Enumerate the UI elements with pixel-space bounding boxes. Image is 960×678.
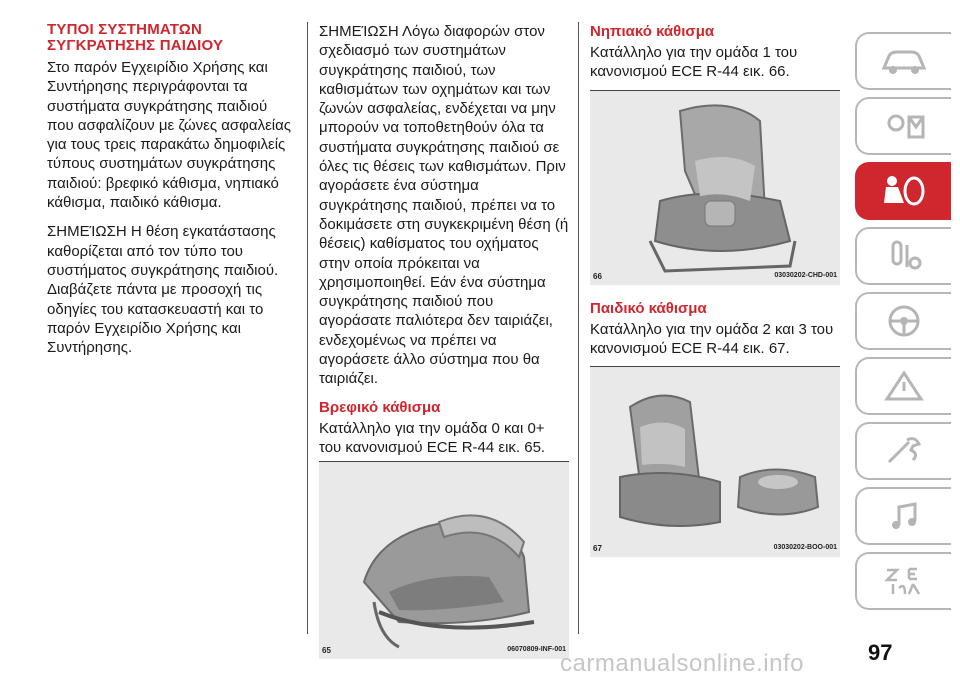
chapter-tabs — [855, 32, 955, 617]
page-number: 97 — [868, 640, 893, 665]
multimedia-icon — [879, 499, 929, 533]
maintenance-tools-icon — [879, 434, 929, 468]
infant-seat-description: Κατάλληλο για την ομάδα 0 και 0+ του κανονισμού ECE R-44 εικ. 65. — [319, 419, 546, 456]
emergency-triangle-icon — [879, 369, 929, 403]
column-toddler-child — [590, 22, 840, 557]
column-note-infant — [319, 22, 569, 659]
section-heading-types: ΤΥΠΟΙ ΣΥΣΤΗΜΑΤΩΝ ΣΥΓΚΡΑΤΗΣΗΣ ΠΑΙΔΙΟΥ — [47, 21, 224, 54]
tab-airbag-safety[interactable] — [855, 162, 951, 220]
figure-number: 65 — [322, 646, 331, 656]
car-dashboard-icon — [879, 44, 929, 78]
steering-wheel-icon — [879, 304, 929, 338]
tab-multimedia[interactable] — [855, 487, 951, 545]
infant-seat-illustration — [319, 462, 569, 659]
index-letters-icon — [879, 564, 929, 598]
intro-paragraph: Στο παρόν Εγχειρίδιο Χρήσης και Συντήρησης περιγράφονται τα συστήματα συγκράτησης παιδιού που ασφαλίζουν με ζώνες ασφαλείας για τους τρεις παρακάτω δημοφιλείς τύπους συστημάτων συγκράτησης παιδιού: βρεφικό κάθισμα, νηπιακό κάθισμα, παιδικό κάθισμα. — [47, 59, 291, 212]
note-compatibility: ΣΗΜΕΊΩΣΗ Λόγω διαφορών στον σχεδιασμό των συστημάτων συγκράτησης παιδιού, των καθισμάτων των οχημάτων και των ζωνών ασφαλείας, ενδέχεται να μην μπορούν να τοποθετηθούν όλα τα συστήματα συγκράτησης παιδιού σε όλες τις θέσεις των καθισμάτων. Πριν αγοράσετε ένα σύστημα συγκράτησης παιδιού, πρέπει να το δοκιμάσετε στη συγκεκριμένη θέση (ή θέσεις) καθίσματος του οχήματος στην οποία πρόκειται να χρησιμοποιηθεί. Εάν ένα σύστημα συγκράτησης παιδιού που αγοράσατε παλιότερα δεν ταιριάζει, ενδεχομένως να πρέπει να αγοράσετε άλλο σύστημα που θα ταιριάζει. — [319, 23, 569, 388]
figure-code: 03030202-CHD-001 — [774, 271, 837, 279]
tab-index[interactable] — [855, 552, 951, 610]
tab-warning-lights[interactable] — [855, 97, 951, 155]
heading-toddler-seat: Νηπιακό κάθισμα — [590, 23, 715, 40]
note-install-position: ΣΗΜΕΊΩΣΗ Η θέση εγκατάστασης καθορίζεται από τον τύπο του συστήματος συγκράτησης παιδιού. Διαβάζετε πάντα με προσοχή τις οδηγίες του κατασκευαστή και το παρόν Εγχειρίδιο Χρήσης και Συντήρησης. — [47, 223, 279, 357]
tab-steering-wheel[interactable] — [855, 292, 951, 350]
tab-maintenance[interactable] — [855, 422, 951, 480]
tab-car-dashboard[interactable] — [855, 32, 951, 90]
figure-66-toddler-seat — [590, 90, 840, 285]
heading-child-seat: Παιδικό κάθισμα — [590, 299, 707, 317]
watermark-text: carmanualsonline.info — [560, 650, 804, 677]
key-start-icon — [879, 239, 929, 273]
figure-67-booster-seat — [590, 366, 840, 557]
column-divider — [307, 22, 308, 634]
child-seat-description: Κατάλληλο για την ομάδα 2 και 3 του κανονισμού ECE R-44 εικ. 67. — [590, 320, 834, 357]
toddler-seat-illustration — [590, 91, 840, 285]
heading-infant-seat: Βρεφικό κάθισμα — [319, 398, 441, 416]
airbag-safety-icon — [878, 173, 930, 209]
figure-65-infant-seat — [319, 461, 569, 659]
column-divider — [578, 22, 579, 634]
tab-emergency[interactable] — [855, 357, 951, 415]
booster-seat-illustration — [590, 367, 840, 557]
figure-number: 66 — [593, 271, 602, 281]
figure-code: 03030202-BOO-001 — [773, 544, 837, 552]
column-types-intro — [47, 22, 295, 357]
figure-number: 67 — [593, 544, 602, 554]
tab-key-start[interactable] — [855, 227, 951, 285]
warning-lights-icon — [879, 109, 929, 143]
figure-code: 06070809-INF-001 — [507, 646, 566, 654]
toddler-seat-description: Κατάλληλο για την ομάδα 1 του κανονισμού ECE R-44 εικ. 66. — [590, 44, 798, 81]
